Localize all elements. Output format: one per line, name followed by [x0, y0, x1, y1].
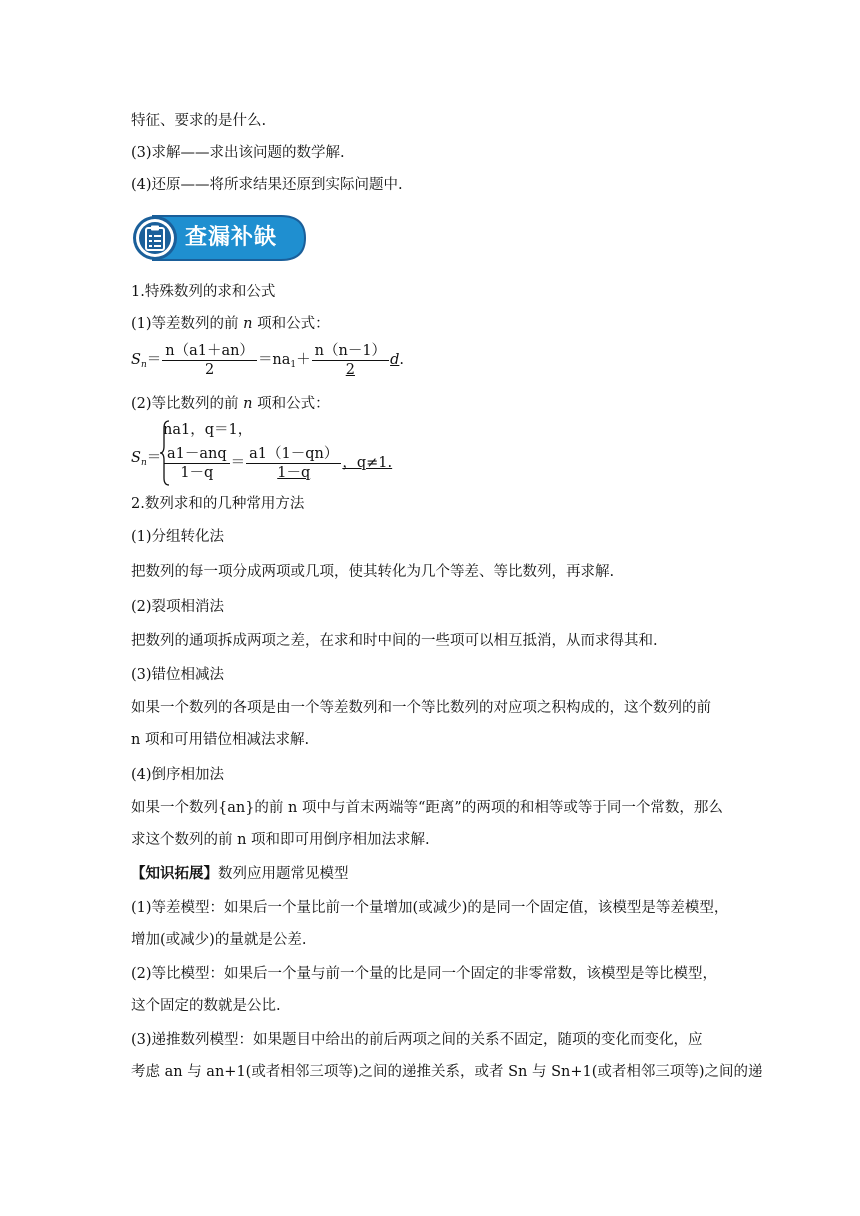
f2-case1: na1，q＝1，: [163, 422, 253, 438]
f1-lhs-sub: n: [140, 360, 147, 370]
intro-line-2: (3)求解——求出该问题的数学解.: [131, 145, 345, 161]
s1-sub1-n: n: [243, 316, 253, 332]
f2-case2b-den: 1－q: [277, 464, 311, 481]
f1-eq: ＝: [146, 352, 162, 368]
banner-label: 查漏补缺: [185, 225, 278, 250]
f1-frac1-den: 2: [204, 361, 215, 378]
section-banner: [131, 214, 307, 262]
f2-eq2: ＝: [230, 455, 246, 471]
f1-d: d: [390, 352, 400, 368]
s2-m3-body-1: 如果一个数列的各项是由一个等差数列和一个等比数列的对应项之积构成的，这个数列的前: [131, 700, 711, 716]
ext-heading: [131, 864, 349, 884]
f1-end: .: [399, 352, 404, 368]
s1-sub1: [131, 314, 330, 334]
f1-frac1: [162, 342, 257, 379]
intro-line-3: (4)还原——将所求结果还原到实际问题中.: [131, 177, 403, 193]
ext-title: 数列应用题常见模型: [218, 866, 349, 882]
f2-eq: ＝: [146, 450, 162, 466]
f1-mid: ＝na: [257, 352, 291, 368]
ext-p1-a: (1)等差模型：如果后一个量比前一个量增加(或减少)的是同一个固定值，该模型是等差模型，: [131, 900, 729, 916]
f2-case2: [163, 444, 392, 482]
s2-m1-title: (1)分组转化法: [131, 529, 225, 545]
f1-frac2-den: 2: [345, 361, 355, 378]
s1-sub2-post: 项和公式：: [252, 396, 330, 412]
s1-sub2-n: n: [243, 396, 253, 412]
ext-p3-b: 考虑 an 与 an+1(或者相邻三项等)之间的递推关系，或者 Sn 与 Sn+1(或者相邻三项等)之间的递: [131, 1064, 763, 1080]
ext-p1-b: 增加(或减少)的量就是公差.: [131, 932, 307, 948]
f2-case2b-num: a1（1－qn）: [246, 445, 341, 464]
s1-sub2: [131, 394, 330, 414]
formula-arithmetic-sum: [131, 341, 404, 379]
f1-plus: ＋: [296, 352, 311, 368]
s2-m3-title: (3)错位相减法: [131, 667, 225, 683]
s2-m3-body-2: n 项和可用错位相减法求解.: [131, 732, 310, 748]
s1-title: 1.特殊数列的求和公式: [131, 284, 276, 300]
f2-lhs-s: S: [131, 450, 141, 466]
f2-case2-den: 1－q: [180, 464, 214, 481]
s2-m2-title: (2)裂项相消法: [131, 599, 225, 615]
f2-case2-frac: [164, 445, 230, 482]
intro-line-1: 特征、要求的是什么.: [131, 113, 267, 129]
s1-sub2-pre: (2)等比数列的前: [131, 396, 244, 412]
f2-lhs: [131, 448, 161, 468]
f1-frac2-num: n（n－1）: [312, 342, 389, 361]
f1-lhs-s: S: [131, 352, 141, 368]
f2-case2-num: a1－anq: [164, 445, 230, 464]
s2-m4-title: (4)倒序相加法: [131, 767, 225, 783]
f1-frac2: [312, 342, 389, 379]
f2-lhs-sub: n: [140, 458, 147, 468]
s1-sub1-pre: (1)等差数列的前: [131, 316, 244, 332]
ext-tag: 【知识拓展】: [131, 865, 218, 882]
ext-p3-a: (3)递推数列模型：如果题目中给出的前后两项之间的关系不固定，随项的变化而变化，应: [131, 1032, 703, 1048]
f2-case2b-frac: [246, 445, 341, 482]
f1-frac1-num: n（a1＋an）: [162, 342, 257, 361]
ext-p2-a: (2)等比模型：如果后一个量与前一个量的比是同一个固定的非零常数，该模型是等比模型，: [131, 966, 718, 982]
s2-m1-body: 把数列的每一项分成两项或几项，使其转化为几个等差、等比数列，再求解.: [131, 564, 615, 580]
f1-mid-sub: 1: [290, 360, 297, 370]
s2-title: 2.数列求和的几种常用方法: [131, 496, 305, 512]
clipboard-list-icon: [144, 225, 166, 251]
s2-m4-body-2: 求这个数列的前 n 项和即可用倒序相加法求解.: [131, 832, 430, 848]
s2-m2-body: 把数列的通项拆成两项之差，在求和时中间的一些项可以相互抵消，从而求得其和.: [131, 633, 658, 649]
ext-p2-b: 这个固定的数就是公比.: [131, 998, 281, 1014]
s2-m4-body-1: 如果一个数列{an}的前 n 项中与首末两端等“距离”的两项的和相等或等于同一个常数，那么: [131, 800, 723, 816]
s1-sub1-post: 项和公式：: [252, 316, 330, 332]
f2-cond: ，q≠1.: [342, 455, 393, 471]
